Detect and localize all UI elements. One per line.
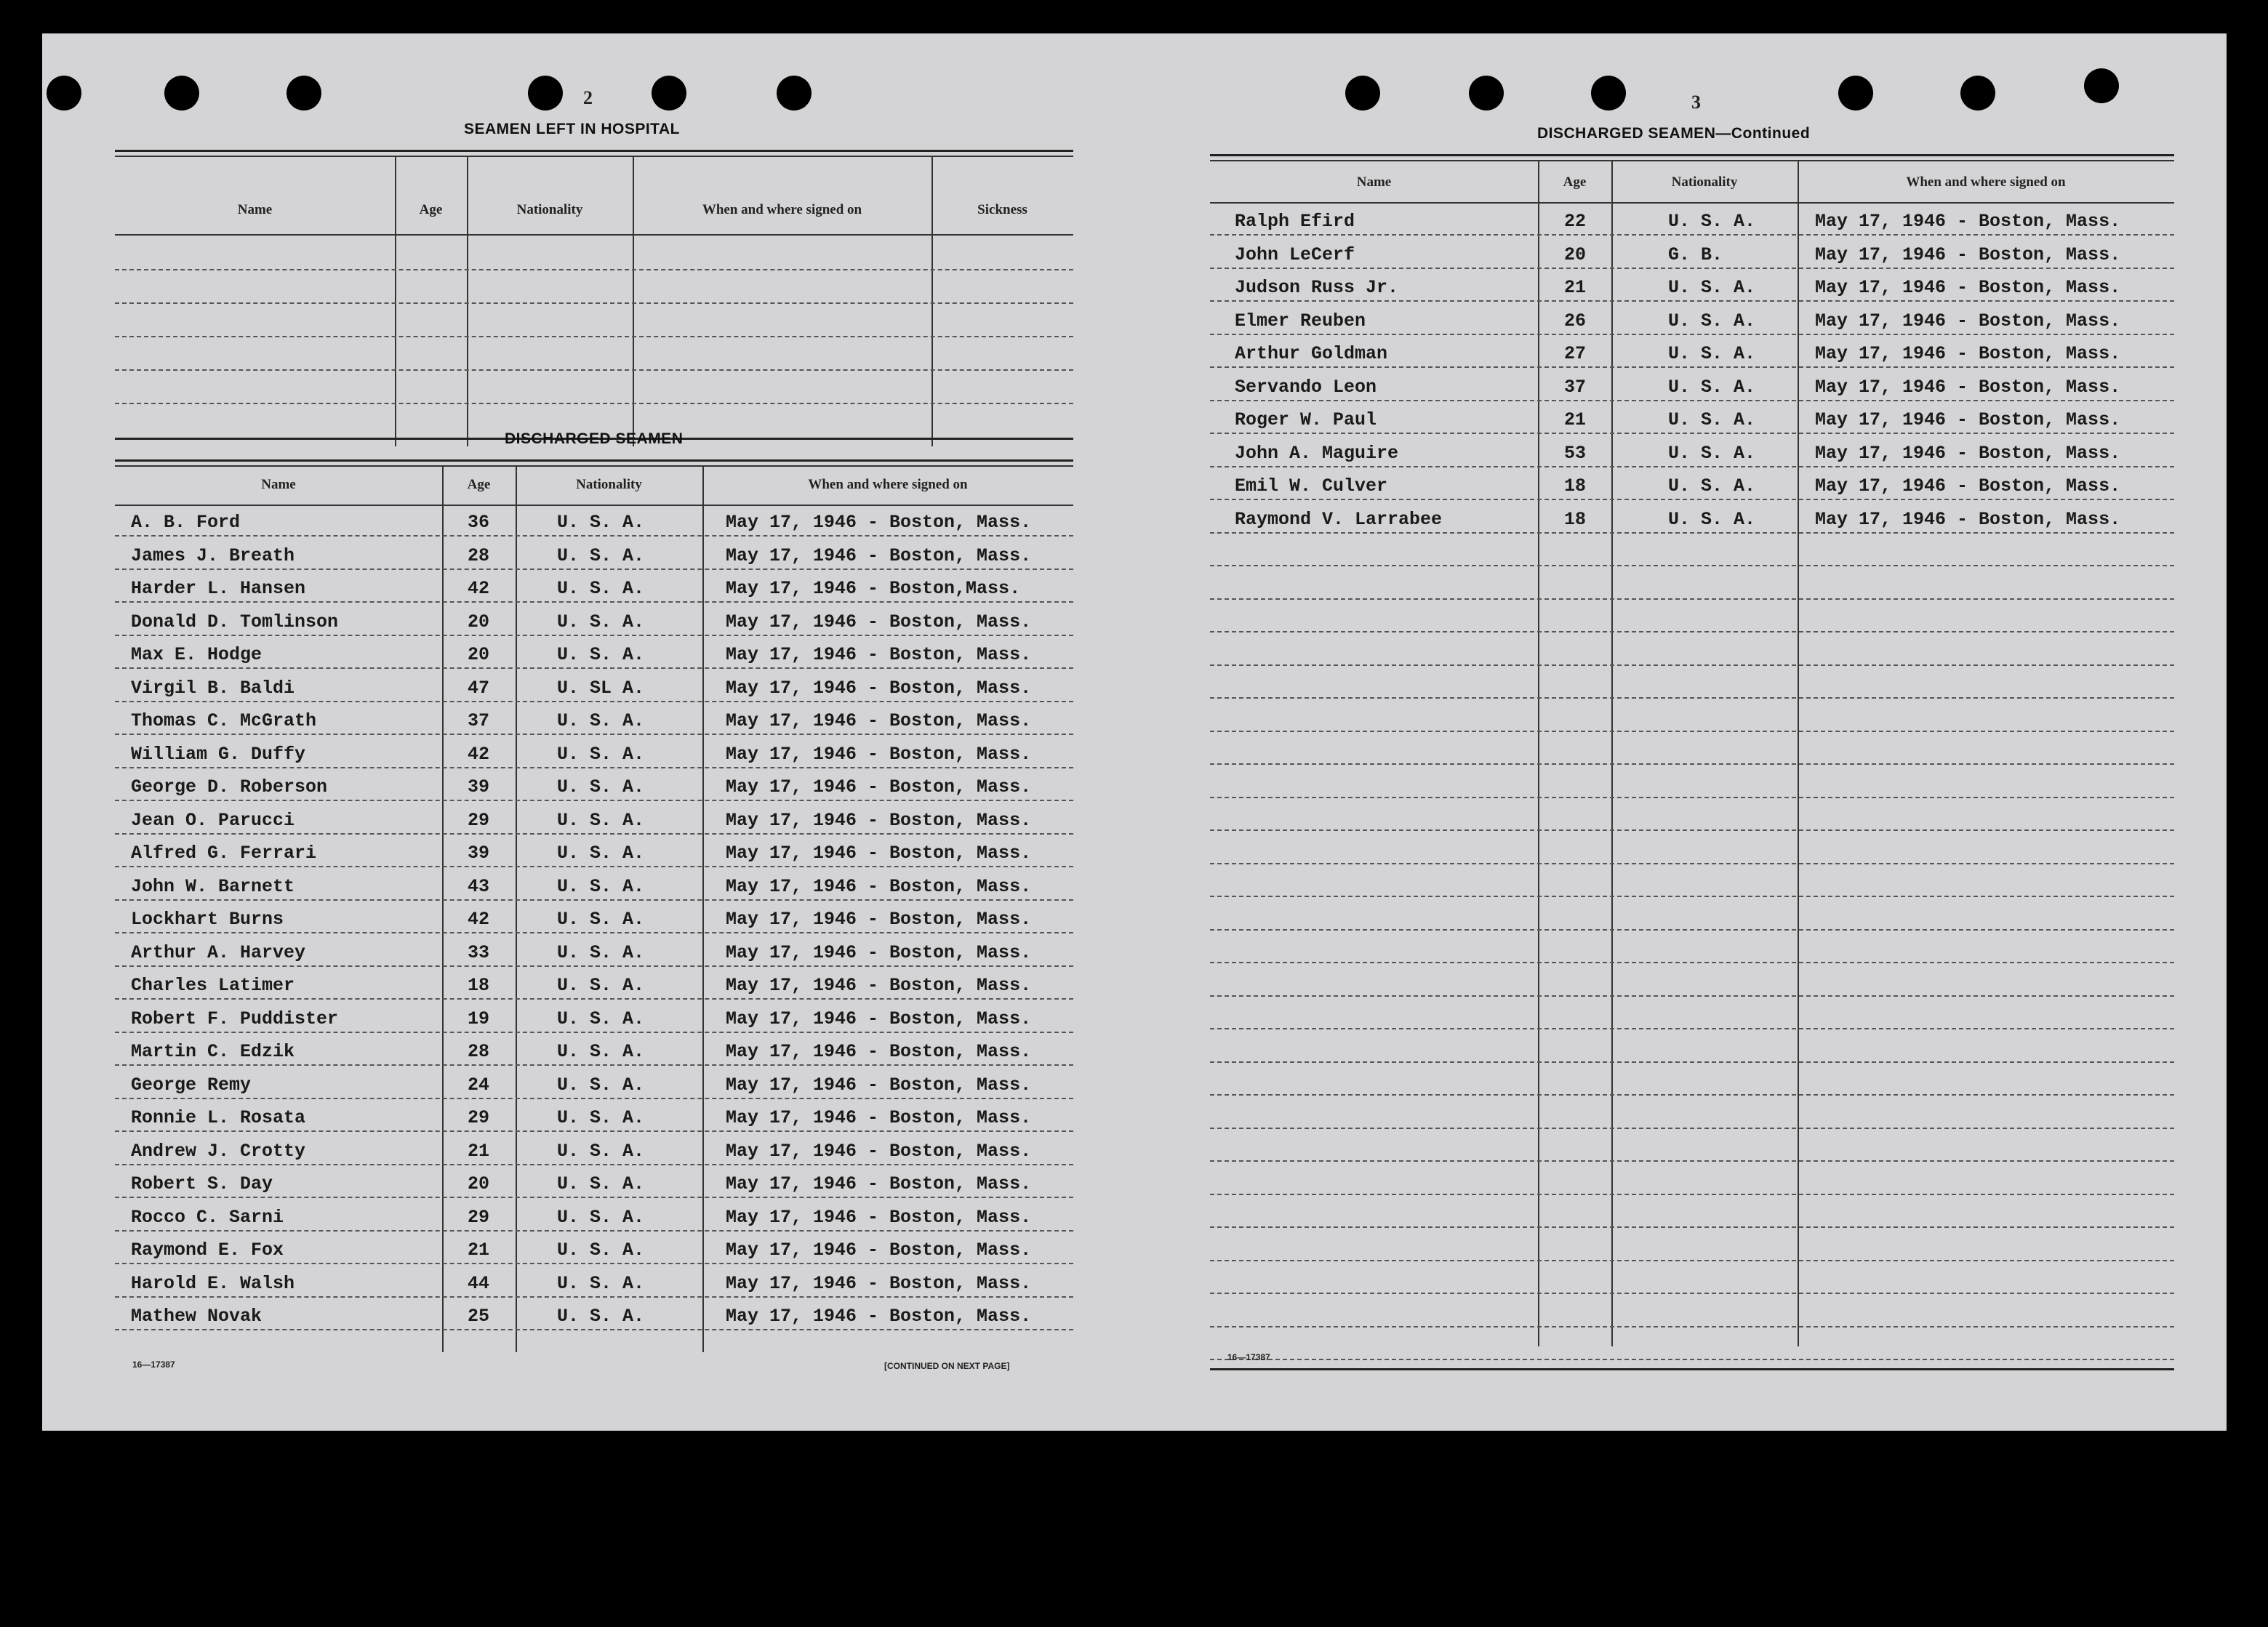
column-header-signed-on: When and where signed on — [808, 477, 968, 492]
cell-nationality: U. S. A. — [557, 809, 645, 831]
cell-name: Rocco C. Sarni — [131, 1206, 284, 1228]
cell-signed-on: May 17, 1946 - Boston, Mass. — [726, 1107, 1032, 1128]
column-header-name: Name — [261, 477, 296, 492]
cell-name: John A. Maguire — [1235, 442, 1399, 464]
cell-nationality: U. S. A. — [557, 1107, 645, 1128]
row-line — [1210, 763, 2174, 766]
row-line — [1210, 1359, 2174, 1362]
row-line — [115, 767, 1073, 770]
cell-signed-on: May 17, 1946 - Boston, Mass. — [726, 743, 1032, 765]
cell-age: 29 — [467, 1206, 489, 1228]
row-line — [115, 1263, 1073, 1266]
hospital-table — [115, 150, 1073, 445]
cell-signed-on: May 17, 1946 - Boston, Mass. — [726, 1008, 1032, 1029]
row-line — [1210, 234, 2174, 237]
cell-signed-on: May 17, 1946 - Boston, Mass. — [726, 677, 1032, 699]
cell-age: 20 — [1563, 244, 1586, 265]
cell-nationality: U. S. A. — [557, 909, 645, 930]
cell-nationality: U. S. A. — [557, 1173, 645, 1194]
cell-age: 24 — [467, 1074, 489, 1096]
cell-nationality: U. S. A. — [557, 1041, 645, 1062]
cell-signed-on: May 17, 1946 - Boston, Mass. — [1815, 442, 2121, 464]
cell-age: 18 — [1563, 475, 1586, 497]
row-line — [1210, 1326, 2174, 1329]
cell-signed-on: May 17, 1946 - Boston, Mass. — [1815, 409, 2121, 430]
punch-hole — [1591, 76, 1626, 111]
punch-hole — [652, 76, 686, 111]
cell-age: 36 — [467, 512, 489, 533]
cell-age: 21 — [1563, 277, 1586, 298]
row-line — [1210, 532, 2174, 535]
cell-age: 25 — [467, 1306, 489, 1327]
row-line — [1210, 896, 2174, 899]
cell-name: Lockhart Burns — [131, 909, 284, 930]
cell-age: 33 — [467, 941, 489, 963]
cell-name: Martin C. Edzik — [131, 1041, 295, 1062]
column-header-age: Age — [1563, 174, 1587, 190]
discharged-section-title: DISCHARGED SEAMEN — [505, 430, 684, 447]
row-line — [1210, 1160, 2174, 1163]
cell-nationality: U. S. A. — [557, 611, 645, 632]
row-line — [1210, 1094, 2174, 1097]
row-line — [115, 800, 1073, 803]
discharged-continued-title: DISCHARGED SEAMEN—Continued — [1537, 125, 1811, 142]
row-line — [115, 1098, 1073, 1101]
cell-age: 21 — [1563, 409, 1586, 430]
cell-nationality: U. S. A. — [557, 1306, 645, 1327]
column-header-signed-on: When and where signed on — [1906, 174, 2066, 190]
cell-nationality: U. S. A. — [1668, 211, 1756, 232]
punch-hole — [286, 76, 321, 111]
row-line — [115, 1032, 1073, 1035]
row-line — [1210, 433, 2174, 435]
cell-age: 26 — [1563, 310, 1586, 332]
row-line — [1210, 466, 2174, 469]
row-line — [115, 965, 1073, 968]
cell-nationality: U. S. A. — [557, 1074, 645, 1096]
cell-name: Mathew Novak — [131, 1306, 263, 1327]
cell-age: 22 — [1563, 211, 1586, 232]
document-page-right — [1145, 33, 2227, 1431]
cell-nationality: U. S. A. — [557, 1206, 645, 1228]
punch-hole — [1345, 76, 1380, 111]
form-number: 16—17387 — [132, 1359, 175, 1370]
column-header-age: Age — [467, 477, 491, 492]
punch-hole — [528, 76, 563, 111]
cell-nationality: U. SL A. — [557, 677, 645, 699]
cell-signed-on: May 17, 1946 - Boston, Mass. — [1815, 277, 2121, 298]
cell-age: 18 — [467, 975, 489, 996]
row-line — [1210, 995, 2174, 998]
cell-nationality: U. S. A. — [557, 875, 645, 897]
row-line — [115, 899, 1073, 902]
cell-age: 53 — [1563, 442, 1586, 464]
cell-age: 44 — [467, 1272, 489, 1294]
cell-signed-on: May 17, 1946 - Boston, Mass. — [726, 1206, 1032, 1228]
cell-signed-on: May 17, 1946 - Boston, Mass. — [726, 975, 1032, 996]
cell-nationality: U. S. A. — [557, 512, 645, 533]
cell-nationality: U. S. A. — [557, 545, 645, 566]
cell-signed-on: May 17, 1946 - Boston, Mass. — [1815, 376, 2121, 398]
row-line — [115, 535, 1073, 538]
column-header-sickness: Sickness — [977, 202, 1027, 217]
row-line — [1210, 962, 2174, 965]
cell-name: John LeCerf — [1235, 244, 1355, 265]
cell-signed-on: May 17, 1946 - Boston, Mass. — [726, 875, 1032, 897]
cell-nationality: U. S. A. — [1668, 343, 1756, 364]
row-line — [1210, 1260, 2174, 1263]
cell-age: 39 — [467, 843, 489, 864]
cell-signed-on: May 17, 1946 - Boston, Mass. — [1815, 475, 2121, 497]
punch-hole — [777, 76, 812, 111]
row-line — [1210, 829, 2174, 832]
cell-signed-on: May 17, 1946 - Boston, Mass. — [726, 1240, 1032, 1261]
page-number: 3 — [1691, 92, 1701, 113]
cell-nationality: G. B. — [1668, 244, 1723, 265]
cell-name: Virgil B. Baldi — [131, 677, 295, 699]
row-line — [115, 734, 1073, 736]
row-line — [1210, 697, 2174, 700]
cell-nationality: U. S. A. — [557, 1008, 645, 1029]
cell-signed-on: May 17, 1946 - Boston, Mass. — [726, 843, 1032, 864]
cell-signed-on: May 17, 1946 - Boston, Mass. — [726, 776, 1032, 798]
row-line — [115, 635, 1073, 638]
cell-name: Ralph Efird — [1235, 211, 1355, 232]
cell-name: Donald D. Tomlinson — [131, 611, 339, 632]
row-line — [115, 601, 1073, 604]
cell-signed-on: May 17, 1946 - Boston, Mass. — [1815, 244, 2121, 265]
row-line — [1210, 797, 2174, 800]
cell-nationality: U. S. A. — [557, 1272, 645, 1294]
punch-hole — [1838, 76, 1873, 111]
cell-age: 42 — [467, 578, 489, 599]
cell-nationality: U. S. A. — [557, 644, 645, 665]
hospital-section-title: SEAMEN LEFT IN HOSPITAL — [464, 121, 680, 137]
cell-name: William G. Duffy — [131, 743, 306, 765]
cell-nationality: U. S. A. — [557, 743, 645, 765]
column-header-nationality: Nationality — [576, 477, 642, 492]
cell-signed-on: May 17, 1946 - Boston, Mass. — [726, 1272, 1032, 1294]
cell-signed-on: May 17, 1946 - Boston, Mass. — [726, 941, 1032, 963]
cell-name: A. B. Ford — [131, 512, 241, 533]
row-line — [1210, 565, 2174, 568]
punch-hole — [1960, 76, 1995, 111]
cell-signed-on: May 17, 1946 - Boston, Mass. — [726, 611, 1032, 632]
cell-signed-on: May 17, 1946 - Boston,Mass. — [726, 578, 1021, 599]
cell-nationality: U. S. A. — [1668, 376, 1756, 398]
page-number: 2 — [583, 87, 593, 108]
cell-signed-on: May 17, 1946 - Boston, Mass. — [726, 710, 1032, 731]
row-line — [1210, 1194, 2174, 1197]
cell-signed-on: May 17, 1946 - Boston, Mass. — [726, 909, 1032, 930]
row-line — [1210, 1061, 2174, 1064]
cell-nationality: U. S. A. — [557, 776, 645, 798]
cell-nationality: U. S. A. — [557, 941, 645, 963]
row-line — [115, 1197, 1073, 1200]
row-line — [115, 667, 1073, 670]
cell-signed-on: May 17, 1946 - Boston, Mass. — [1815, 343, 2121, 364]
column-header-age: Age — [419, 202, 443, 217]
cell-signed-on: May 17, 1946 - Boston, Mass. — [726, 809, 1032, 831]
cell-name: James J. Breath — [131, 545, 295, 566]
cell-age: 27 — [1563, 343, 1586, 364]
cell-nationality: U. S. A. — [557, 1240, 645, 1261]
cell-name: Elmer Reuben — [1235, 310, 1366, 332]
cell-nationality: U. S. A. — [1668, 310, 1756, 332]
row-line — [1210, 400, 2174, 403]
row-line — [115, 932, 1073, 935]
cell-signed-on: May 17, 1946 - Boston, Mass. — [1815, 508, 2121, 530]
row-line — [115, 1164, 1073, 1167]
cell-age: 47 — [467, 677, 489, 699]
cell-nationality: U. S. A. — [557, 843, 645, 864]
cell-age: 39 — [467, 776, 489, 798]
row-line — [1210, 731, 2174, 734]
cell-age: 21 — [467, 1240, 489, 1261]
column-header-name: Name — [237, 202, 273, 217]
cell-name: Charles Latimer — [131, 975, 295, 996]
cell-nationality: U. S. A. — [557, 578, 645, 599]
punch-hole — [164, 76, 199, 111]
discharged-table-continued — [1210, 154, 2174, 1383]
cell-signed-on: May 17, 1946 - Boston, Mass. — [726, 1074, 1032, 1096]
row-line — [115, 701, 1073, 704]
row-line — [115, 1230, 1073, 1233]
row-line — [115, 833, 1073, 836]
cell-age: 19 — [467, 1008, 489, 1029]
row-line — [1210, 334, 2174, 337]
punch-hole — [47, 76, 81, 111]
cell-signed-on: May 17, 1946 - Boston, Mass. — [726, 1041, 1032, 1062]
cell-name: Harder L. Hansen — [131, 578, 306, 599]
row-line — [1210, 1128, 2174, 1130]
cell-name: Thomas C. McGrath — [131, 710, 317, 731]
cell-age: 20 — [467, 611, 489, 632]
row-line — [115, 998, 1073, 1001]
cell-age: 42 — [467, 743, 489, 765]
punch-hole — [2084, 68, 2119, 103]
cell-nationality: U. S. A. — [557, 1140, 645, 1162]
row-line — [115, 569, 1073, 571]
row-line — [1210, 268, 2174, 270]
cell-name: Emil W. Culver — [1235, 475, 1388, 497]
column-header-signed-on: When and where signed on — [702, 202, 862, 217]
cell-name: Jean O. Parucci — [131, 809, 295, 831]
cell-name: Arthur Goldman — [1235, 343, 1388, 364]
cell-name: Robert S. Day — [131, 1173, 273, 1194]
cell-nationality: U. S. A. — [1668, 442, 1756, 464]
column-header-nationality: Nationality — [1671, 174, 1738, 190]
cell-name: Arthur A. Harvey — [131, 941, 306, 963]
cell-age: 37 — [467, 710, 489, 731]
cell-nationality: U. S. A. — [1668, 277, 1756, 298]
cell-nationality: U. S. A. — [1668, 475, 1756, 497]
row-line — [1210, 664, 2174, 667]
row-line — [1210, 1226, 2174, 1229]
cell-signed-on: May 17, 1946 - Boston, Mass. — [1815, 310, 2121, 332]
row-line — [115, 1296, 1073, 1299]
cell-name: Raymond V. Larrabee — [1235, 508, 1443, 530]
cell-name: Servando Leon — [1235, 376, 1377, 398]
cell-signed-on: May 17, 1946 - Boston, Mass. — [726, 1140, 1032, 1162]
cell-signed-on: May 17, 1946 - Boston, Mass. — [726, 1306, 1032, 1327]
row-line — [1210, 598, 2174, 601]
cell-age: 29 — [467, 1107, 489, 1128]
discharged-table — [115, 459, 1073, 1380]
cell-signed-on: May 17, 1946 - Boston, Mass. — [726, 644, 1032, 665]
cell-age: 20 — [467, 644, 489, 665]
column-header-name: Name — [1356, 174, 1392, 190]
row-line — [1210, 631, 2174, 634]
cell-signed-on: May 17, 1946 - Boston, Mass. — [726, 512, 1032, 533]
cell-name: Max E. Hodge — [131, 644, 263, 665]
cell-nationality: U. S. A. — [1668, 508, 1756, 530]
cell-age: 29 — [467, 809, 489, 831]
cell-nationality: U. S. A. — [1668, 409, 1756, 430]
cell-name: Alfred G. Ferrari — [131, 843, 317, 864]
cell-name: George D. Roberson — [131, 776, 328, 798]
cell-signed-on: May 17, 1946 - Boston, Mass. — [726, 1173, 1032, 1194]
row-line — [1210, 863, 2174, 866]
cell-age: 28 — [467, 1041, 489, 1062]
cell-signed-on: May 17, 1946 - Boston, Mass. — [1815, 211, 2121, 232]
document-page-left — [42, 33, 1145, 1431]
cell-age: 43 — [467, 875, 489, 897]
cell-nationality: U. S. A. — [557, 975, 645, 996]
row-line — [115, 1064, 1073, 1067]
punch-hole — [1469, 76, 1504, 111]
row-line — [115, 1130, 1073, 1133]
cell-name: George Remy — [131, 1074, 252, 1096]
cell-age: 20 — [467, 1173, 489, 1194]
form-number: 16—17387 — [1227, 1352, 1270, 1362]
row-line — [1210, 499, 2174, 502]
cell-nationality: U. S. A. — [557, 710, 645, 731]
cell-age: 42 — [467, 909, 489, 930]
cell-name: Ronnie L. Rosata — [131, 1107, 306, 1128]
cell-name: Roger W. Paul — [1235, 409, 1377, 430]
cell-name: Raymond E. Fox — [131, 1240, 284, 1261]
cell-age: 37 — [1563, 376, 1586, 398]
cell-name: John W. Barnett — [131, 875, 295, 897]
cell-age: 28 — [467, 545, 489, 566]
cell-name: Andrew J. Crotty — [131, 1140, 306, 1162]
row-line — [1210, 929, 2174, 932]
row-line — [1210, 1293, 2174, 1295]
cell-age: 18 — [1563, 508, 1586, 530]
cell-name: Robert F. Puddister — [131, 1008, 339, 1029]
cell-name: Judson Russ Jr. — [1235, 277, 1399, 298]
cell-signed-on: May 17, 1946 - Boston, Mass. — [726, 545, 1032, 566]
row-line — [1210, 300, 2174, 303]
row-line — [115, 866, 1073, 869]
row-line — [115, 1329, 1073, 1332]
cell-age: 21 — [467, 1140, 489, 1162]
continued-note: [CONTINUED ON NEXT PAGE] — [884, 1361, 1010, 1371]
row-line — [1210, 1028, 2174, 1031]
column-header-nationality: Nationality — [516, 202, 583, 217]
row-line — [1210, 366, 2174, 369]
cell-name: Harold E. Walsh — [131, 1272, 295, 1294]
